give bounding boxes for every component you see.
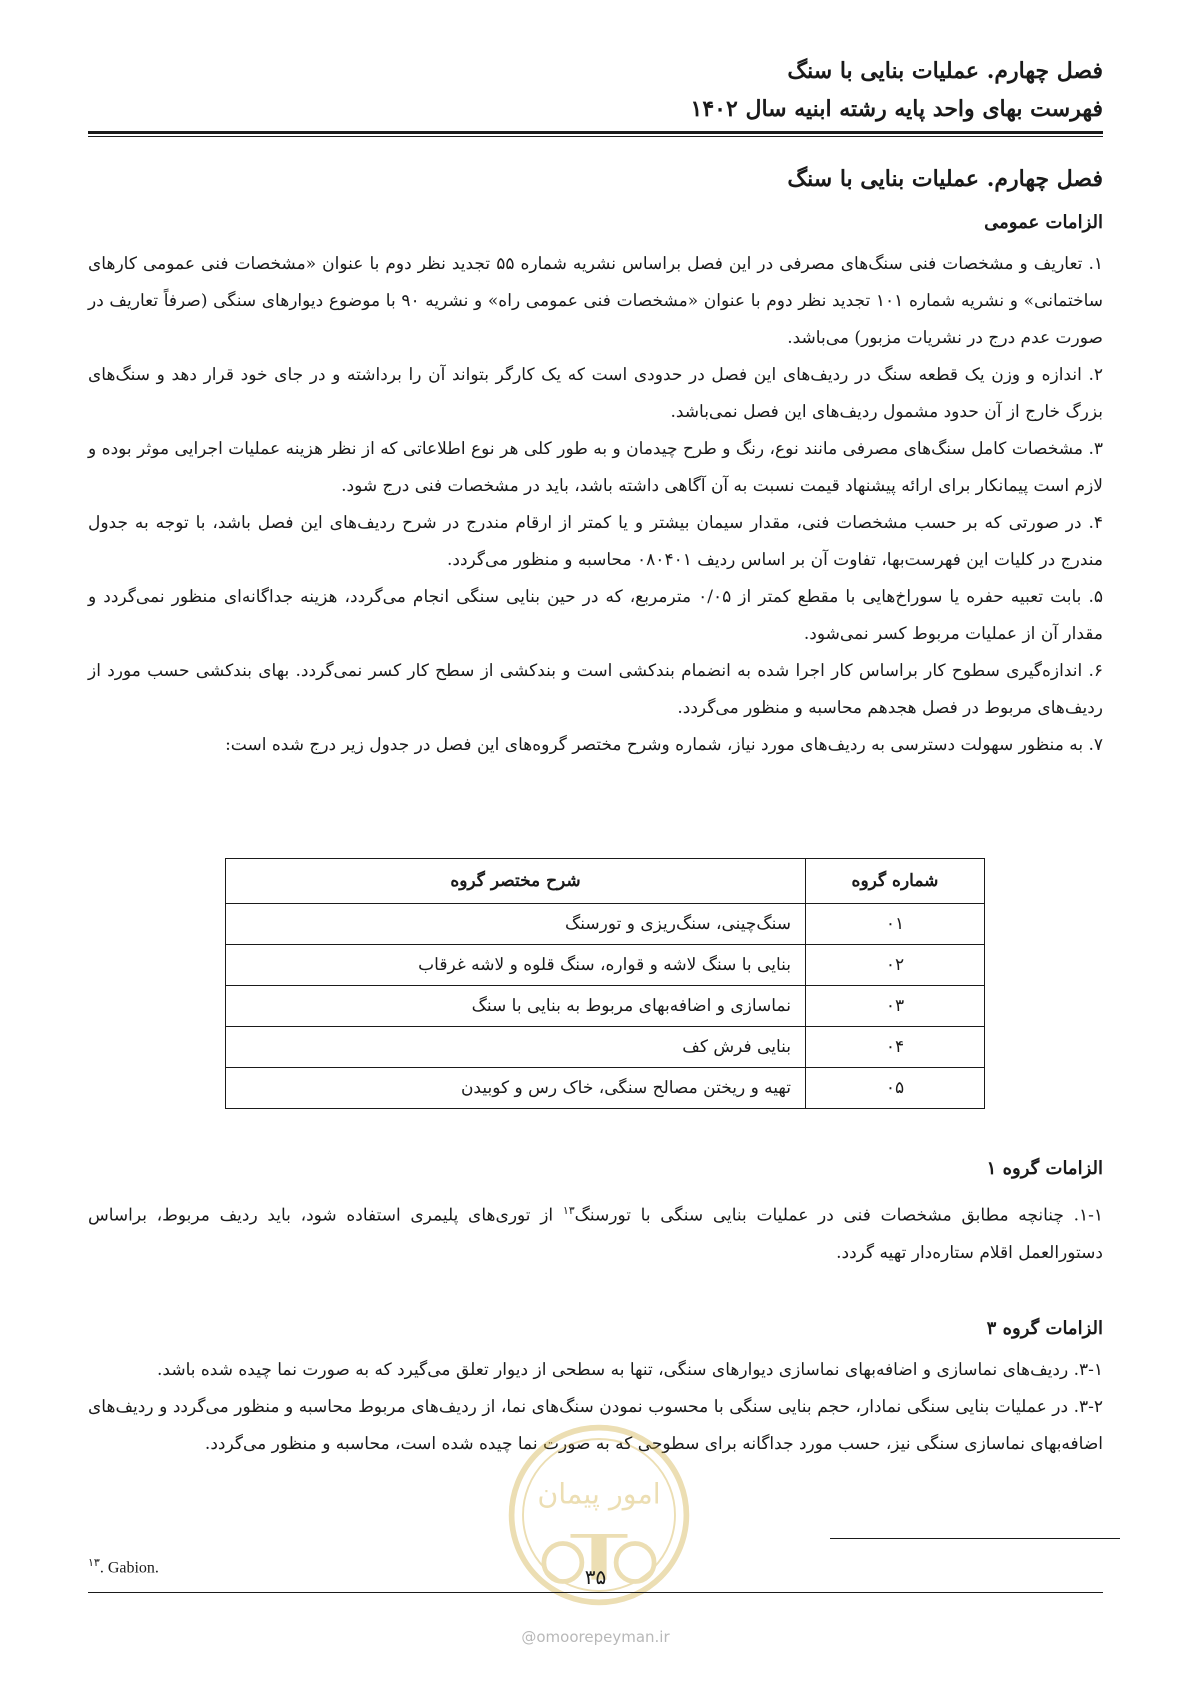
group3-requirements-title: الزامات گروه ۳ bbox=[986, 1318, 1103, 1339]
general-item-6: ۶. اندازه‌گیری سطوح کار براساس کار اجرا شده به انضمام بندکشی است و بندکشی از سطح کار کسر نمی‌گردد. بهای بندکشی حسب مورد از ردیف‌های مربوط در فصل هجدهم محاسبه و منظور می‌گردد. bbox=[88, 661, 1103, 718]
header-catalog-line: فهرست بهای واحد پایه رشته ابنیه سال ۱۴۰۲ bbox=[690, 96, 1103, 122]
group-number-cell: ۰۳ bbox=[806, 986, 985, 1027]
group1-item-1-text-start: ۱-۱. چنانچه مطابق مشخصات فنی در عملیات بنایی سنگی با تورسنگ bbox=[574, 1205, 1103, 1226]
header-rule-thick bbox=[88, 131, 1103, 134]
group-table-header-row bbox=[226, 859, 985, 904]
column-header-group-description: شرح مختصر گروه bbox=[226, 859, 806, 904]
group-number-cell: ۰۵ bbox=[806, 1068, 985, 1109]
general-item-5: ۵. بابت تعبیه حفره یا سوراخ‌هایی با مقطع کمتر از ۰/۰۵ مترمربع، که در حین بنایی سنگی انجام می‌گردد، هزینه جداگانه‌ای منظور نمی‌گردد و مقدار آن از عملیات مربوط کسر نمی‌شود. bbox=[88, 587, 1103, 644]
chapter-title: فصل چهارم. عملیات بنایی با سنگ bbox=[787, 166, 1103, 192]
table-row bbox=[226, 945, 985, 986]
group-number-cell: ۰۱ bbox=[806, 904, 985, 945]
group3-item-1: ۳-۱. ردیف‌های نماسازی و اضافه‌بهای نماسازی دیوارهای سنگی، تنها به سطحی از دیوار تعلق می‌گیرد که به صورت نما چیده شده باشد. bbox=[157, 1360, 1103, 1380]
group1-item-1-text-end: از توری‌های پلیمری استفاده شود، باید ردیف مربوط، براساس دستورالعمل اقلام ستاره‌دار تهیه گردد. bbox=[88, 1205, 1103, 1263]
general-requirements-title: الزامات عمومی bbox=[984, 212, 1103, 233]
group1-item-1 bbox=[88, 1192, 1103, 1272]
general-item-7: ۷. به منظور سهولت دسترسی به ردیف‌های مورد نیاز، شماره وشرح مختصر گروه‌های این فصل در جدول زیر درج شده است: bbox=[225, 735, 1103, 755]
footnote-marker: ۱۳ bbox=[88, 1557, 100, 1569]
header-rule-thin bbox=[88, 136, 1103, 137]
general-item-1: ۱. تعاریف و مشخصات فنی سنگ‌های مصرفی در این فصل براساس نشریه شماره ۵۵ تجدید نظر دوم با عنوان «مشخصات فنی عمومی کارهای ساختمانی» و نشریه شماره ۱۰۱ تجدید نظر دوم با عنوان «مشخصات فنی عمومی راه» و نشریه ۹۰ با موضوع دیوارهای سنگی (صرفاً تعاریف در صورت عدم درج در نشریات مزبور) می‌باشد. bbox=[88, 254, 1104, 348]
general-item-4: ۴. در صورتی که بر حسب مشخصات فنی، مقدار سیمان بیشتر و یا کمتر از ارقام مندرج در شرح ردیف‌های این فصل باشد، با توجه به جدول مندرج در کلیات این فهرست‌بها، تفاوت آن بر اساس ردیف ۰۸۰۴۰۱ محاسبه و منظور می‌گردد. bbox=[88, 513, 1103, 570]
group-number-cell: ۰۴ bbox=[806, 1027, 985, 1068]
group-description-cell: تهیه و ریختن مصالح سنگی، خاک رس و کوبیدن bbox=[226, 1068, 806, 1109]
group3-item-2: ۳-۲. در عملیات بنایی سنگی نمادار، حجم بنایی سنگی با محسوب نمودن سنگ‌های نما، از ردیف‌های مربوط محاسبه و منظور می‌گردد و ردیف‌های اضافه‌بهای نماسازی سنگی نیز، حسب مورد جداگانه برای سطوحی که به صورت نما چیده شده است، محاسبه و منظور می‌گردد. bbox=[88, 1397, 1103, 1454]
header-chapter-line: فصل چهارم. عملیات بنایی با سنگ bbox=[787, 58, 1103, 84]
footer-rule bbox=[88, 1592, 1103, 1593]
general-item-2: ۲. اندازه و وزن یک قطعه سنگ در ردیف‌های این فصل در حدودی است که یک کارگر بتواند آن را برداشته و در جای خود قرار دهد و سنگ‌های بزرگ خارج از آن حدود مشمول ردیف‌های این فصل نمی‌باشد. bbox=[88, 365, 1103, 422]
footnote-text: . Gabion. bbox=[99, 1559, 159, 1577]
table-row bbox=[226, 986, 985, 1027]
group-description-cell: بنایی با سنگ لاشه و قواره، سنگ قلوه و لاشه غرقاب bbox=[226, 945, 806, 986]
column-header-group-number: شماره گروه bbox=[806, 859, 985, 904]
table-row bbox=[226, 1027, 985, 1068]
group1-requirements-list bbox=[88, 1192, 1103, 1272]
group-description-cell: بنایی فرش کف bbox=[226, 1027, 806, 1068]
footnote-rule bbox=[830, 1538, 1120, 1539]
group-description-cell: سنگ‌چینی، سنگ‌ریزی و تورسنگ bbox=[226, 904, 806, 945]
table-row bbox=[226, 1068, 985, 1109]
page-number: ۳۵ bbox=[584, 1565, 607, 1589]
watermark-url: @omoorepeyman.ir bbox=[521, 1628, 670, 1646]
general-item-3: ۳. مشخصات کامل سنگ‌های مصرفی مانند نوع، رنگ و طرح چیدمان و به طور کلی هر نوع اطلاعاتی که از نظر هزینه عملیات اجرایی موثر بوده و لازم است پیمانکار برای ارائه پیشنهاد قیمت نسبت به آن آگاهی داشته باشد، باید در مشخصات فنی درج شود. bbox=[88, 439, 1103, 496]
watermark-seal-text: امور پیمان bbox=[537, 1477, 661, 1511]
group-number-cell: ۰۲ bbox=[806, 945, 985, 986]
general-requirements-list bbox=[88, 246, 1103, 764]
group-description-cell: نماسازی و اضافه‌بهای مربوط به بنایی با سنگ bbox=[226, 986, 806, 1027]
group1-requirements-title: الزامات گروه ۱ bbox=[986, 1158, 1103, 1179]
table-row bbox=[226, 904, 985, 945]
group-table bbox=[225, 858, 985, 1109]
footnote-reference: ۱۳ bbox=[562, 1204, 575, 1217]
